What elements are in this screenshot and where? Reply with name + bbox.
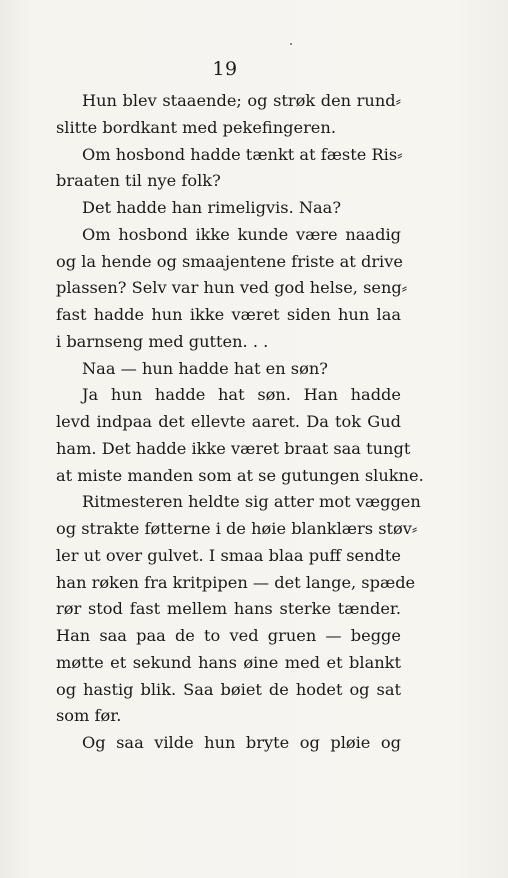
text-line: han røken fra kritpipen — det lange, spæde bbox=[56, 572, 416, 592]
text-line: ler ut over gulvet. I smaa blaa puff sendte bbox=[56, 545, 401, 565]
text-line: og strakte føtterne i de høie blanklærs støv⸗ bbox=[56, 519, 418, 538]
text-line: braaten til nye folk? bbox=[56, 171, 221, 191]
text-line: og hastig blik. Saa bøiet de hodet og sat bbox=[56, 679, 401, 699]
text-line: Han saa paa de to ved gruen — begge bbox=[56, 626, 401, 645]
text-line: Hun blev staaende; og strøk den rund⸗ bbox=[82, 91, 401, 110]
text-line: Om hosbond hadde tænkt at fæste Ris⸗ bbox=[82, 144, 403, 164]
ink-speck bbox=[290, 43, 292, 45]
text-line: plassen? Selv var hun ved god helse, seng⸗ bbox=[56, 278, 408, 298]
text-line: Ja hun hadde hat søn. Han hadde bbox=[82, 385, 401, 405]
text-line: som før. bbox=[56, 706, 122, 726]
text-line: slitte bordkant med pekefingeren. bbox=[56, 117, 336, 137]
text-line: Om hosbond ikke kunde være naadig bbox=[82, 224, 401, 244]
text-line: Naa — hun hadde hat en søn? bbox=[82, 358, 328, 378]
text-line: levd indpaa det ellevte aaret. Da tok Gud bbox=[56, 412, 401, 431]
page-number: 19 bbox=[212, 58, 238, 80]
text-line: Og saa vilde hun bryte og pløie og bbox=[82, 733, 401, 752]
text-line: og la hende og smaajentene friste at drive bbox=[56, 251, 403, 271]
text-line: i barnseng med gutten. . . bbox=[56, 331, 269, 351]
body-text bbox=[56, 88, 424, 757]
text-line: rør stod fast mellem hans sterke tænder. bbox=[56, 599, 401, 619]
text-line: Ritmesteren heldte sig atter mot væggen bbox=[82, 492, 421, 512]
text-line: fast hadde hun ikke været siden hun laa bbox=[56, 305, 401, 324]
text-line: møtte et sekund hans øine med et blankt bbox=[56, 652, 401, 672]
text-line: Det hadde han rimeligvis. Naa? bbox=[82, 198, 342, 217]
text-line: at miste manden som at se gutungen slukne. bbox=[56, 465, 424, 485]
text-line: ham. Det hadde ikke været braat saa tungt bbox=[56, 438, 411, 458]
